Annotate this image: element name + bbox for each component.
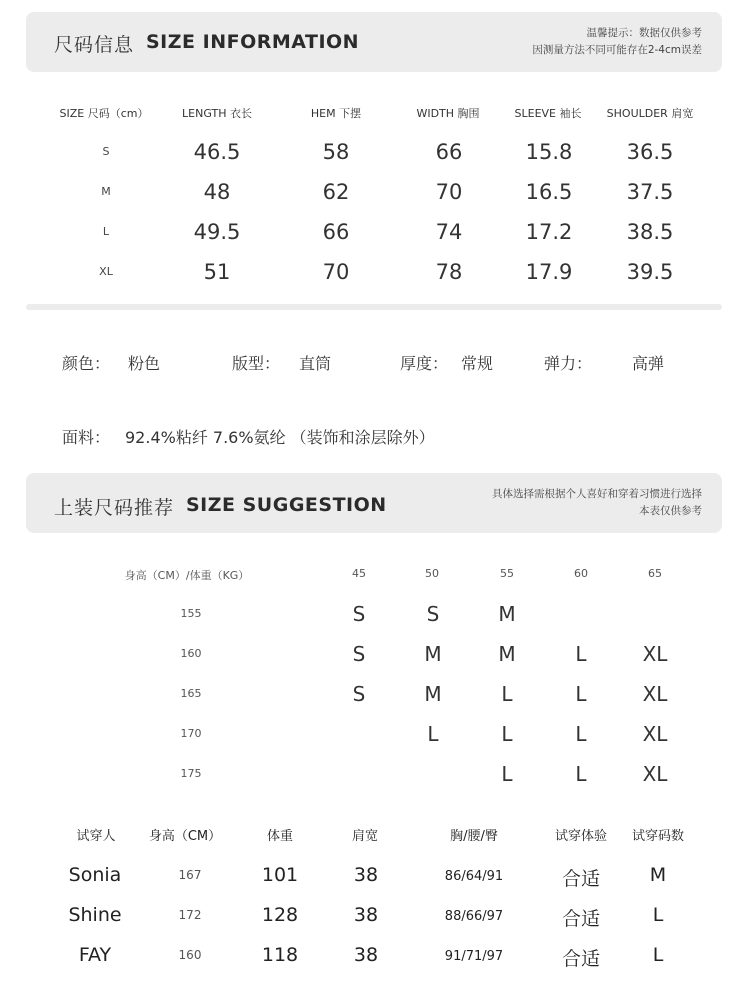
size-row-label: S [102, 145, 110, 158]
height-label: 170 [180, 727, 202, 740]
size-suggestion-title-en: SIZE SUGGESTION [186, 494, 387, 516]
tester-name: Sonia [68, 864, 122, 886]
size-cell: 48 [203, 180, 231, 204]
size-table-header: SIZE 尺码（cm） [59, 107, 149, 120]
suggested-size: XL [642, 642, 668, 666]
tester-height: 167 [178, 868, 202, 882]
size-info-banner [26, 12, 722, 72]
thickness-value: 常规 [461, 354, 494, 373]
tester-size: L [652, 904, 664, 926]
size-info-note [532, 25, 702, 59]
suggested-size: M [498, 602, 516, 626]
thickness-label: 厚度： [400, 354, 449, 373]
size-cell: 74 [435, 220, 463, 244]
suggested-size: S [426, 602, 440, 626]
tester-name: FAY [78, 944, 112, 966]
height-label: 160 [180, 647, 202, 660]
weight-header: 65 [648, 567, 662, 580]
fabric-label: 面料： [62, 428, 111, 447]
fit-label: 版型： [232, 354, 281, 373]
suggested-size: S [352, 602, 366, 626]
size-cell: 38.5 [626, 220, 674, 244]
size-cell: 58 [322, 140, 350, 164]
size-cell: 66 [435, 140, 463, 164]
tester-experience: 合适 [561, 868, 601, 890]
size-cell: 66 [322, 220, 350, 244]
fit-value: 直筒 [299, 354, 332, 373]
tester-shoulder: 38 [353, 904, 379, 926]
tester-height: 172 [178, 908, 202, 922]
size-suggestion-title-cn: 上装尺码推荐 [54, 497, 175, 519]
tester-weight: 128 [261, 904, 299, 926]
size-suggestion-note-line: 具体选择需根据个人喜好和穿着习惯进行选择 [492, 488, 702, 500]
size-info-title-en: SIZE INFORMATION [146, 31, 360, 53]
size-cell: 70 [435, 180, 463, 204]
size-table-header: WIDTH 胸围 [416, 107, 480, 120]
tester-size: M [649, 864, 667, 886]
suggested-size: L [575, 722, 587, 746]
size-cell: 39.5 [626, 260, 674, 284]
suggested-size: XL [642, 722, 668, 746]
try-on-header: 试穿人 [76, 829, 116, 844]
suggested-size: M [498, 642, 516, 666]
height-label: 155 [180, 607, 202, 620]
try-on-header: 体重 [266, 829, 294, 844]
tester-measurements: 86/64/91 [444, 869, 504, 884]
weight-header: 55 [500, 567, 514, 580]
size-info-note-line: 因测量方法不同可能存在2-4cm误差 [532, 44, 702, 56]
tester-measurements: 91/71/97 [444, 949, 504, 964]
suggestion-corner-label: 身高（CM）/体重（KG） [124, 569, 250, 582]
color-label: 颜色： [62, 354, 111, 373]
fabric-value: 92.4%粘纤 7.6%氨纶 （装饰和涂层除外） [125, 428, 435, 447]
size-row-label: L [102, 225, 110, 238]
size-table-header: SHOULDER 肩宽 [606, 107, 694, 120]
elasticity-label: 弹力： [544, 354, 593, 373]
size-cell: 17.9 [525, 260, 573, 284]
size-suggestion-note [492, 486, 702, 520]
weight-header: 60 [574, 567, 588, 580]
tester-weight: 101 [261, 864, 299, 886]
height-label: 165 [180, 687, 202, 700]
size-row-label: M [101, 185, 111, 198]
weight-header: 45 [352, 567, 366, 580]
suggested-size: M [424, 642, 442, 666]
tester-experience: 合适 [561, 908, 601, 930]
size-cell: 16.5 [525, 180, 573, 204]
size-cell: 70 [322, 260, 350, 284]
suggested-size: XL [642, 762, 668, 786]
size-cell: 15.8 [525, 140, 573, 164]
size-cell: 46.5 [193, 140, 241, 164]
color-value: 粉色 [128, 354, 161, 373]
tester-experience: 合适 [561, 948, 601, 970]
size-cell: 36.5 [626, 140, 674, 164]
suggested-size: L [501, 762, 513, 786]
size-suggestion-note-line: 本表仅供参考 [639, 505, 702, 517]
suggested-size: S [352, 642, 366, 666]
suggested-size: L [575, 642, 587, 666]
section-divider [26, 304, 722, 310]
tester-name: Shine [68, 904, 122, 926]
suggested-size: M [424, 682, 442, 706]
try-on-header: 试穿体验 [554, 829, 608, 844]
size-suggestion-banner [26, 473, 722, 533]
size-table-header: HEM 下摆 [310, 107, 362, 120]
size-table-header: SLEEVE 袖长 [514, 107, 582, 120]
suggested-size: L [501, 722, 513, 746]
height-label: 175 [180, 767, 202, 780]
size-info-title-cn: 尺码信息 [54, 34, 135, 56]
size-info-note-line: 温馨提示：数据仅供参考 [586, 27, 702, 39]
suggested-size: XL [642, 682, 668, 706]
tester-shoulder: 38 [353, 864, 379, 886]
elasticity-value: 高弹 [632, 354, 665, 373]
try-on-header: 肩宽 [351, 829, 379, 844]
suggested-size: L [501, 682, 513, 706]
tester-size: L [652, 944, 664, 966]
suggested-size: L [575, 682, 587, 706]
try-on-header: 胸/腰/臀 [450, 829, 498, 844]
size-cell: 62 [322, 180, 350, 204]
suggested-size: S [352, 682, 366, 706]
size-cell: 78 [435, 260, 463, 284]
tester-height: 160 [178, 948, 202, 962]
size-cell: 49.5 [193, 220, 241, 244]
size-cell: 17.2 [525, 220, 573, 244]
try-on-header: 试穿码数 [631, 829, 685, 844]
suggested-size: L [427, 722, 439, 746]
weight-header: 50 [425, 567, 439, 580]
try-on-header: 身高（CM） [148, 829, 222, 844]
size-cell: 51 [203, 260, 231, 284]
tester-measurements: 88/66/97 [444, 909, 504, 924]
size-table-header: LENGTH 衣长 [182, 107, 252, 120]
size-cell: 37.5 [626, 180, 674, 204]
size-row-label: XL [99, 265, 113, 278]
tester-shoulder: 38 [353, 944, 379, 966]
suggested-size: L [575, 762, 587, 786]
tester-weight: 118 [261, 944, 299, 966]
